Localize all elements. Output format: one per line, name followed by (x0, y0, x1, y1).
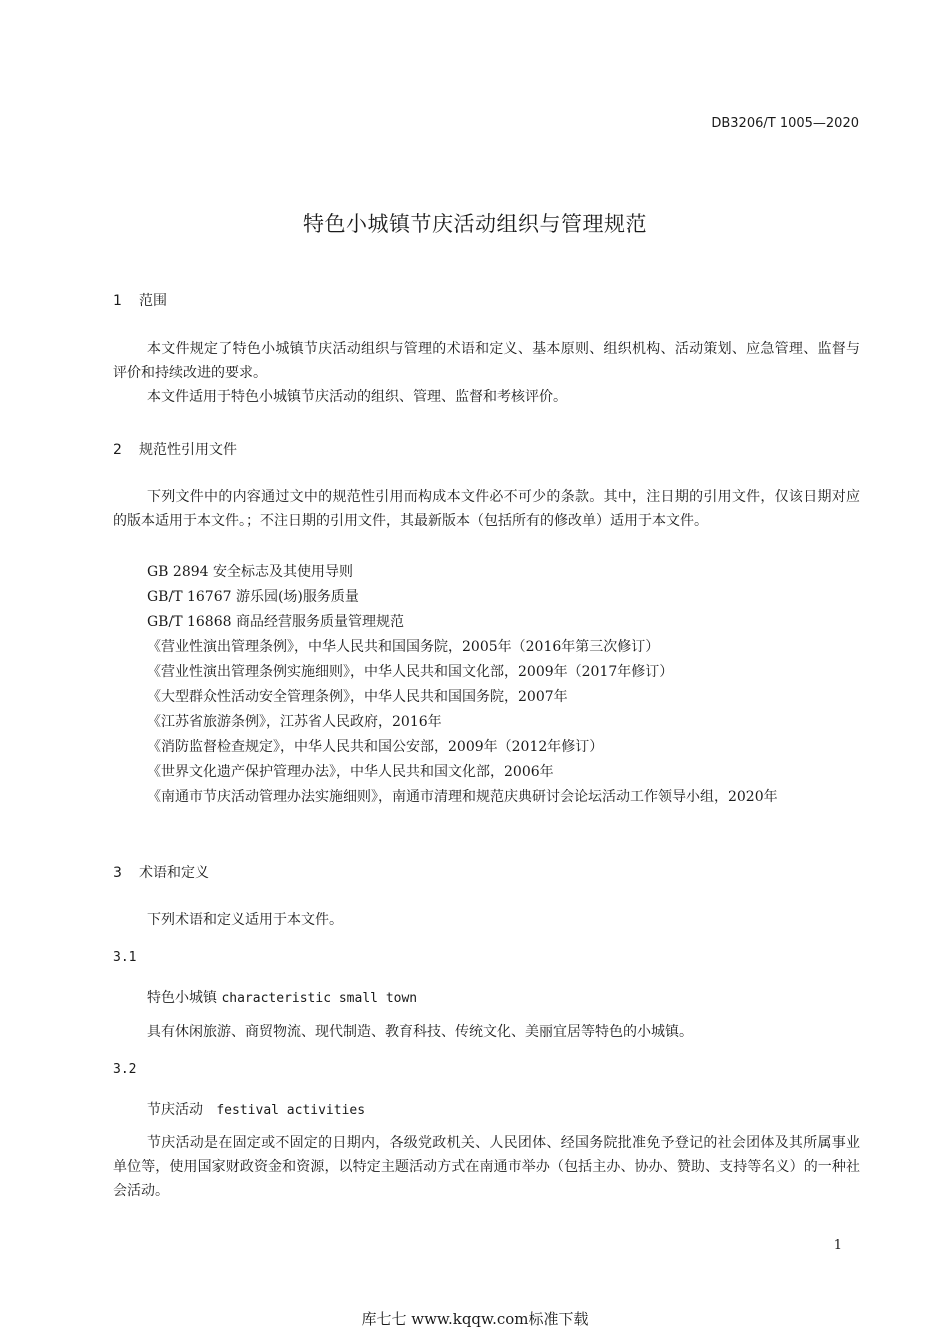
footer-watermark: 库七七 www.kqqw.com标准下载 (361, 1310, 589, 1328)
section-3-heading (113, 862, 209, 882)
section-number: 3 (113, 865, 122, 881)
term-chinese: 节庆活动 (147, 1102, 203, 1118)
term-definition: 具有休闲旅游、商贸物流、现代制造、教育科技、传统文化、美丽宜居等特色的小城镇。 (147, 1024, 693, 1040)
section-number: 2 (113, 442, 122, 458)
reference-item: 《大型群众性活动安全管理条例》，中华人民共和国国务院，2007年 (147, 689, 568, 705)
section-1-paragraph: 本文件规定了特色小城镇节庆活动组织与管理的术语和定义、基本原则、组织机构、活动策划、应急管理、监督与评价和持续改进的要求。 (113, 341, 860, 381)
section-2-heading (113, 439, 237, 459)
section-2-intro: 下列文件中的内容通过文中的规范性引用而构成本文件必不可少的条款。其中，注日期的引用文件，仅该日期对应的版本适用于本文件。；不注日期的引用文件，其最新版本（包括所有的修改单）适用于本文件。 (113, 489, 860, 529)
subsection-number: 3.2 (113, 1062, 137, 1077)
document-title: 特色小城镇节庆活动组织与管理规范 (303, 212, 647, 236)
subsection-number: 3.1 (113, 950, 137, 965)
term-entry (147, 987, 417, 1007)
reference-item: 《营业性演出管理条例》，中华人民共和国国务院，2005年（2016年第三次修订） (147, 639, 660, 655)
term-chinese: 特色小城镇 (147, 990, 217, 1006)
reference-item: GB/T 16767 游乐园(场)服务质量 (147, 589, 359, 605)
section-number: 1 (113, 293, 122, 309)
section-title: 范围 (139, 293, 167, 309)
standard-code: DB3206/T 1005—2020 (711, 116, 859, 131)
term-entry (147, 1099, 365, 1119)
section-1-paragraph: 本文件适用于特色小城镇节庆活动的组织、管理、监督和考核评价。 (147, 389, 567, 405)
reference-item: 《营业性演出管理条例实施细则》，中华人民共和国文化部，2009年（2017年修订） (147, 664, 674, 680)
section-3-intro: 下列术语和定义适用于本文件。 (147, 912, 343, 928)
reference-item: GB 2894 安全标志及其使用导则 (147, 564, 354, 580)
reference-item: 《南通市节庆活动管理办法实施细则》，南通市清理和规范庆典研讨会论坛活动工作领导小组，2020年 (147, 789, 778, 805)
section-title: 术语和定义 (139, 865, 209, 881)
reference-item: 《江苏省旅游条例》，江苏省人民政府，2016年 (147, 714, 442, 730)
reference-item: 《世界文化遗产保护管理办法》，中华人民共和国文化部，2006年 (147, 764, 554, 780)
term-definition: 节庆活动是在固定或不固定的日期内，各级党政机关、人民团体、经国务院批准免予登记的社会团体及其所属事业单位等，使用国家财政资金和资源，以特定主题活动方式在南通市举办（包括主办、协办、赞助、支持等名义）的一种社会活动。 (113, 1135, 860, 1199)
page-number: 1 (833, 1238, 842, 1253)
reference-item: GB/T 16868 商品经营服务质量管理规范 (147, 614, 404, 630)
term-english: festival activities (216, 1103, 366, 1118)
term-english: characteristic small town (221, 991, 418, 1006)
reference-item: 《消防监督检查规定》，中华人民共和国公安部，2009年（2012年修订） (147, 739, 604, 755)
section-1-heading (113, 290, 167, 310)
section-title: 规范性引用文件 (139, 442, 237, 458)
